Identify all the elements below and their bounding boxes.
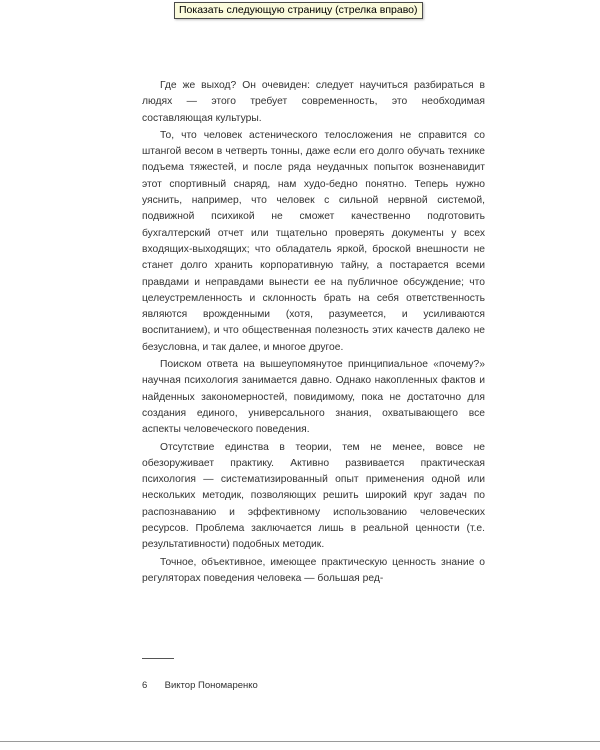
footnote-divider: [142, 658, 174, 659]
viewer-bottom-border: [0, 741, 600, 742]
page-text: [142, 78, 485, 588]
page-footer: [142, 680, 258, 691]
next-page-tooltip: Показать следующую страницу (стрелка вправо): [174, 2, 423, 19]
page-number: 6: [142, 680, 148, 691]
paragraph-4: Отсутствие единства в теории, тем не менее, вовсе не обезоруживает практику. Активно развивается практическая психология — систематизированный опыт применения одной или нескольких методик, позволяющих решить широкий круг задач по распознаванию и эффективному использованию человеческих ресурсов. Проблема заключается лишь в реальной ценности (т.е. результативности) подобных методик.: [142, 441, 485, 551]
paragraph-2: То, что человек астенического телосложения не справится со штангой весом в четверть тонны, даже если его долго обучать технике подъема тяжестей, и после ряда неудачных попыток возненавидит этот спортивный снаряд, нам худо-бедно понятно. Теперь нужно уяснить, например, что человек с сильной нервной системой, подвижной психикой не сможет качественно подготовить бухгалтерский отчет или тщательно проверять документы у всех входящих-выходящих; что обладатель яркой, броской внешности не станет долго хранить корпоративную тайну, а постарается всеми правдами и неправдами вынести ее на публичное обсуждение; что целеустремленность и склонность брать на себя ответственность являются врожденными (хотя, разумеется, и усиливаются воспитанием), и что общественная полезность этих качеств далеко не безусловна, и так далее, и многое другое.: [142, 129, 485, 353]
paragraph-5: Точное, объективное, имеющее практическую ценность знание о регуляторах поведения человека — большая ред-: [142, 556, 485, 584]
author-name: Виктор Пономаренко: [164, 680, 258, 691]
paragraph-3: Поиском ответа на вышеупомянутое принципиальное «почему?» научная психология занимается давно. Однако накопленных фактов и найденных закономерностей, повидимому, пока не достаточно для создания единого, универсального знания, охватывающего все аспекты человеческого поведения.: [142, 359, 485, 436]
paragraph-1: Где же выход? Он очевиден: следует научиться разбираться в людях — этого требует современность, это необходимая составляющая культуры.: [142, 80, 485, 124]
